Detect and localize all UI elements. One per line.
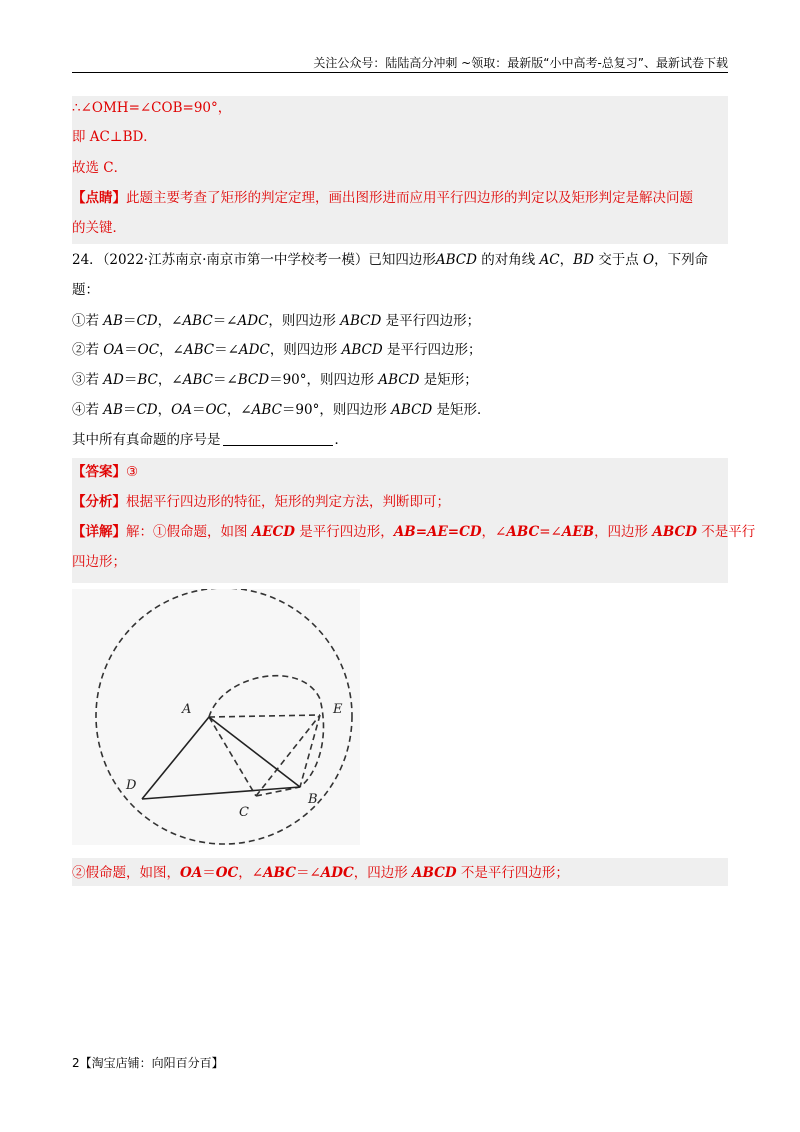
answer-shade xyxy=(72,458,728,583)
d-text: ABC xyxy=(506,524,540,540)
page-footer xyxy=(72,1054,224,1071)
p-text: ADC xyxy=(237,313,269,329)
p-text: ，则四边形 xyxy=(268,313,341,329)
p-text: ＝∠ xyxy=(214,342,239,358)
segment-ce xyxy=(256,715,320,796)
p-text: ABCD xyxy=(340,313,382,329)
p-text: ，则四边形 xyxy=(269,342,342,358)
p-text: ABCD xyxy=(341,342,383,358)
ask-text: 其中所有真命题的序号是 xyxy=(72,432,221,448)
p-text: 是矩形． xyxy=(432,402,491,418)
p-text: OA xyxy=(171,402,192,418)
answer-tag: 【答案】 xyxy=(72,464,126,480)
comment-line-2: 的关键． xyxy=(72,220,126,236)
question-source: （2022·江苏南京·南京市第一中学校考一模）已知四边形 xyxy=(102,252,436,268)
question-number: 24． xyxy=(72,252,103,268)
comment-tag: 【点睛】 xyxy=(72,190,126,206)
p-text: ABCD xyxy=(391,402,433,418)
label-e: E xyxy=(333,702,343,717)
segment-eb xyxy=(300,715,320,787)
p-text: ③若 xyxy=(72,372,104,388)
label-d: D xyxy=(126,778,137,793)
p-text: ，∠ xyxy=(157,372,183,388)
proposition-2 xyxy=(72,340,481,360)
q-text: O xyxy=(643,252,655,268)
d-text: ABCD xyxy=(652,524,697,540)
p-text: OC xyxy=(137,342,160,358)
p-text: ＝ xyxy=(123,372,138,388)
p-text: ＝ xyxy=(122,402,137,418)
d2-text: ，∠ xyxy=(238,865,264,881)
prev-line-1: ∴∠OMH=∠COB=90°， xyxy=(72,100,232,116)
d-text: ，∠ xyxy=(481,524,507,540)
analysis-text: 根据平行四边形的特征，矩形的判定方法，判断即可； xyxy=(126,494,450,510)
p-text: ④若 xyxy=(72,402,104,418)
comment-line-1 xyxy=(72,188,693,208)
proposition-3 xyxy=(72,370,478,390)
p-text: CD xyxy=(136,313,158,329)
p-text: AB xyxy=(103,313,123,329)
page-number: 2 xyxy=(72,1056,80,1070)
segment-ab xyxy=(209,717,300,787)
d-text: AB=AE=CD xyxy=(393,524,482,540)
prev-solution-shade xyxy=(72,96,728,244)
p-text: AD xyxy=(103,372,124,388)
proposition-4 xyxy=(72,400,491,420)
p-text: AB xyxy=(103,402,123,418)
d2-text: ，四边形 xyxy=(353,865,412,881)
header-rule xyxy=(72,72,728,73)
p-text: ＝∠ xyxy=(212,372,238,388)
question-ask xyxy=(72,430,348,450)
p-text: ，∠ xyxy=(159,342,184,358)
d2-text: ＝ xyxy=(202,865,216,881)
p-text: ＝ xyxy=(191,402,206,418)
proposition-1 xyxy=(72,311,480,331)
p-text: 是矩形； xyxy=(419,372,478,388)
d-text: ，四边形 xyxy=(594,524,653,540)
d2-text: 不是平行四边形； xyxy=(456,865,569,881)
p-text: ＝∠ xyxy=(212,313,238,329)
p-text: ，∠ xyxy=(157,313,183,329)
p-text: ABCD xyxy=(378,372,420,388)
q-text: ，下列命 xyxy=(654,252,709,268)
p-text: ADC xyxy=(238,342,270,358)
p-text: BC xyxy=(137,372,158,388)
segment-ae xyxy=(209,715,320,717)
p-text: ABC xyxy=(182,313,213,329)
detail-line-1 xyxy=(72,522,755,542)
q-text: ， xyxy=(559,252,574,268)
d-text: AEB xyxy=(561,524,595,540)
geometry-figure xyxy=(72,589,360,845)
p-text: BCD xyxy=(237,372,270,388)
p-text: OC xyxy=(205,402,227,418)
d-text: 不是平行 xyxy=(696,524,756,540)
segment-ad xyxy=(142,717,209,799)
segment-ac xyxy=(209,717,256,796)
p-text: ①若 xyxy=(72,313,104,329)
answer-blank[interactable] xyxy=(223,431,333,446)
p-text: ＝90°，则四边形 xyxy=(281,402,392,418)
p-text: 是平行四边形； xyxy=(382,342,482,358)
d-text: 解：①假命题，如图 xyxy=(126,524,252,540)
p-text: ②若 xyxy=(72,342,104,358)
p-text: 是平行四边形； xyxy=(381,313,481,329)
p-text: ＝ xyxy=(122,313,137,329)
detail-tag: 【详解】 xyxy=(72,524,126,540)
label-b: B xyxy=(308,792,318,807)
comment-text: 此题主要考查了矩形的判定定理，画出图形进而应用平行四边形的判定以及矩形判定是解决问题 xyxy=(126,190,693,206)
answer-line xyxy=(72,462,138,482)
d2-text: OC xyxy=(215,865,239,881)
d-text: =∠ xyxy=(539,524,562,540)
ask-end: ． xyxy=(334,432,348,448)
q-text: AC xyxy=(539,252,560,268)
detail-line-2: 四边形； xyxy=(72,554,126,570)
analysis-line xyxy=(72,492,450,512)
q-text: 交于点 xyxy=(593,252,643,268)
d2-text: OA xyxy=(180,865,203,881)
p-text: OA xyxy=(103,342,125,358)
question-line-2: 题： xyxy=(72,282,99,298)
prev-line-3: 故选 C． xyxy=(72,160,128,176)
d2-text: ADC xyxy=(320,865,354,881)
question-line-1 xyxy=(72,250,708,270)
p-text: ABC xyxy=(251,402,282,418)
p-text: ABC xyxy=(182,372,213,388)
analysis-tag: 【分析】 xyxy=(72,494,126,510)
d2-text: ②假命题，如图， xyxy=(72,865,180,881)
shop-name: 【淘宝店铺：向阳百分百】 xyxy=(79,1056,224,1070)
d-text: AECD xyxy=(251,524,296,540)
d2-text: ＝∠ xyxy=(295,865,321,881)
page-header: 关注公众号：陆陆高分冲刺 ~领取：最新版“小中高考-总复习”、最新试卷下载 xyxy=(313,56,728,70)
q-text: 的对角线 xyxy=(476,252,540,268)
segment-db xyxy=(142,787,300,799)
p-text: ， xyxy=(157,402,172,418)
p-text: ABC xyxy=(183,342,215,358)
q-text: ABCD xyxy=(435,252,477,268)
p-text: ＝ xyxy=(124,342,138,358)
p-text: CD xyxy=(136,402,158,418)
detail-2-line xyxy=(72,863,569,883)
p-text: ＝90°，则四边形 xyxy=(269,372,379,388)
label-c: C xyxy=(239,805,249,820)
d-text: 是平行四边形， xyxy=(295,524,394,540)
answer-text: ③ xyxy=(126,464,139,480)
d2-text: ABC xyxy=(263,865,296,881)
prev-line-2: 即 AC⊥BD． xyxy=(72,129,157,145)
p-text: ，∠ xyxy=(226,402,252,418)
q-text: BD xyxy=(573,252,594,268)
d2-text: ABCD xyxy=(412,865,457,881)
label-a: A xyxy=(182,702,192,717)
geometry-svg xyxy=(72,589,360,845)
